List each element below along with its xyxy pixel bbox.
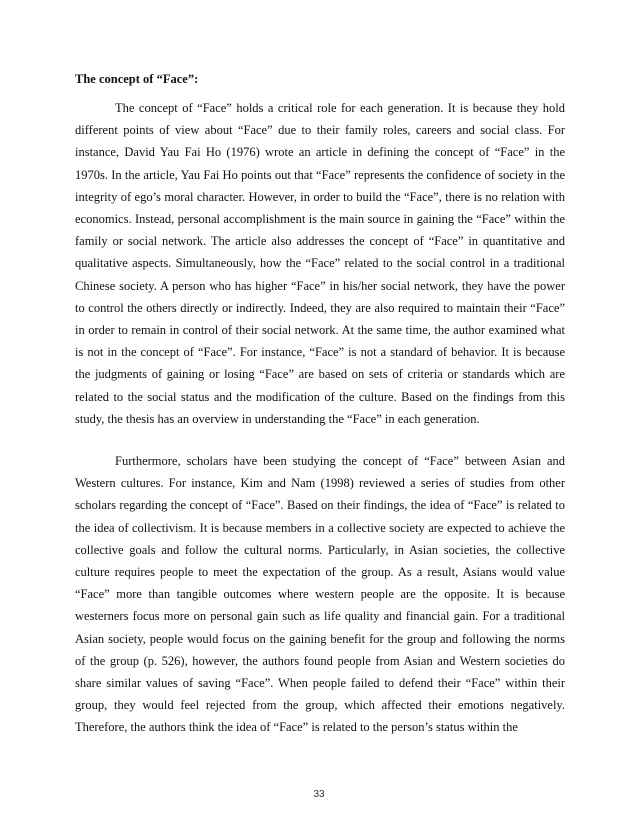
page-number: 33 [313,789,325,800]
section-heading: The concept of “Face”: [75,72,199,86]
page-content [75,71,565,739]
paragraph: The concept of “Face” holds a critical role for each generation. It is because they hold different points of view about “Face” due to their family roles, careers and social class. For instance, David Yau Fai Ho (1976) wrote an article in defining the concept of “Face” in the 1970s. In the article, Yau Fai Ho points out that “Face” represents the confidence of society in the integrity of ego’s moral character. However, in order to build the “Face”, there is no relation with economics. Instead, personal accomplishment is the main source in gaining the “Face” within the family or social network. The article also addresses the concept of “Face” in quantitative and qualitative aspects. Simultaneously, how the “Face” related to the social control in a traditional Chinese society. A person who has higher “Face” in his/her social network, they have the power to control the others directly or indirectly. Indeed, they are also required to maintain their “Face” in order to remain in control of their social network. At the same time, the author examined what is not in the concept of “Face”. For instance, “Face” is not a standard of behavior. It is because the judgments of gaining or losing “Face” are based on sets of criteria or standards which are related to the social status and the modification of the culture. Based on the findings from this study, the thesis has an overview in understanding the “Face” in each generation. [75,101,565,426]
paragraph: Furthermore, scholars have been studying the concept of “Face” between Asian and Western cultures. For instance, Kim and Nam (1998) reviewed a series of studies from other scholars regarding the concept of “Face”. Based on their findings, the idea of “Face” is related to the idea of collectivism. It is because members in a collective society are expected to achieve the collective goals and follow the cultural norms. Particularly, in Asian societies, the collective culture requires people to meet the expectation of the group. As a result, Asians would value “Face” more than tangible outcomes where western people are the opposite. It is because westerners focus more on personal gain such as life quality and financial gain. For a traditional Asian society, people would focus on the gaining benefit for the group and following the norms of the group (p. 526), however, the authors found people from Asian and Western societies do share similar values of saving “Face”. When people failed to defend their “Face” within their group, they would feel rejected from the group, which affected their emotions negatively. Therefore, the authors think the idea of “Face” is related to the person’s status within the [75,454,565,735]
